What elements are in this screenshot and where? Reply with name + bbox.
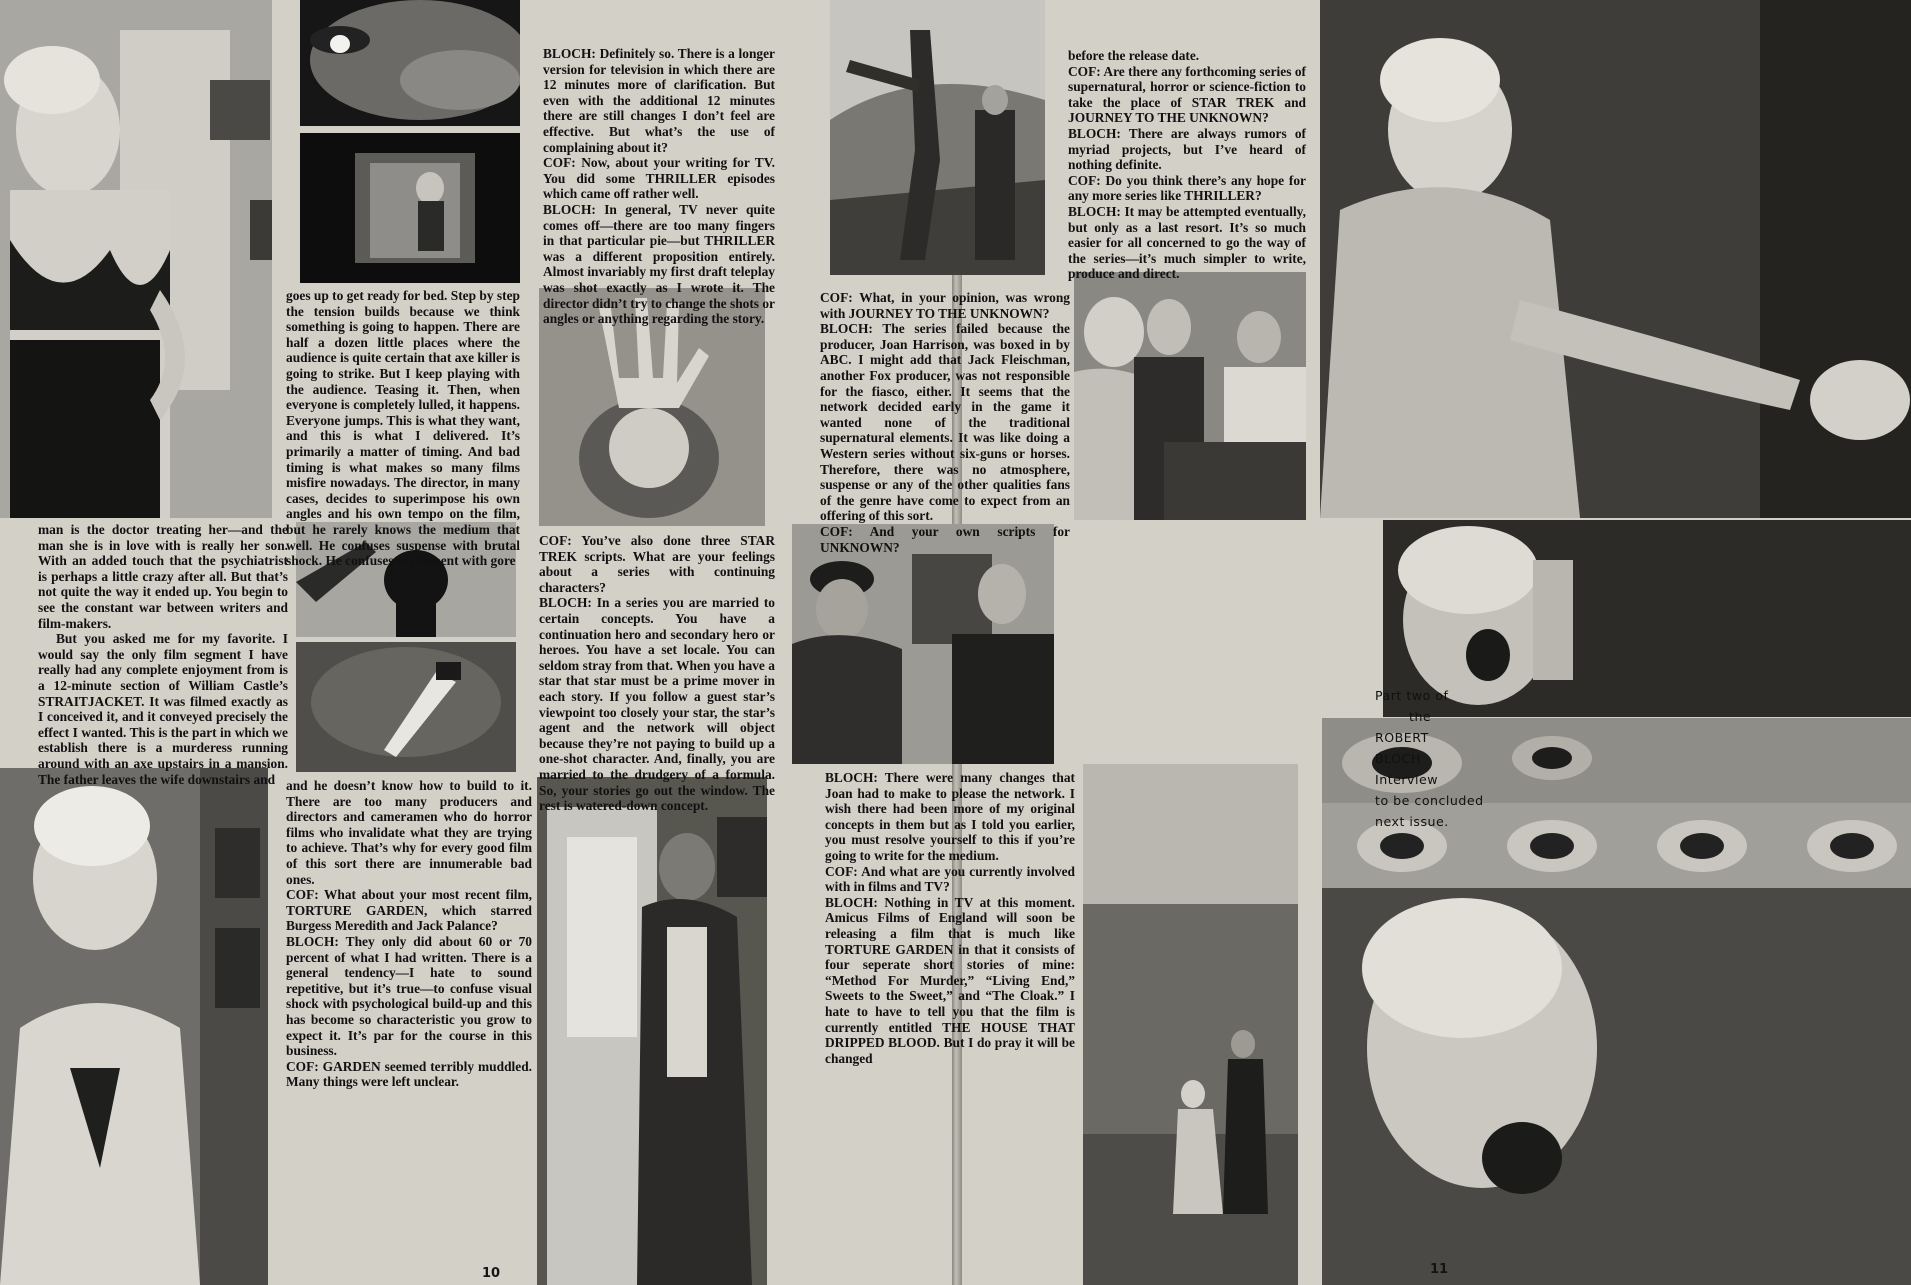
speaker-label: COF: — [1068, 172, 1101, 188]
column-e-paragraph-5 — [1068, 204, 1306, 282]
promo-line-6: to be concluded — [1375, 793, 1484, 808]
speaker-label: BLOCH: — [825, 894, 878, 910]
column-b-middle-text — [286, 288, 520, 569]
answer-text: They only did about 60 or 70 percent of what I had written. There is a general tendency—I hate to sound repetitive, but it’s true—to confuse visual shock with psychological build-up and this has become so characteristic you grow to expect it. It’s par for the course in this business. — [286, 933, 533, 1059]
promo-line-2: the — [1409, 709, 1432, 724]
speaker-label: COF: — [820, 523, 853, 539]
question-text: And your own scripts for UNKNOWN? — [820, 523, 1071, 555]
photo-two-men-office — [792, 524, 1054, 764]
promo-line-3: ROBERT — [1375, 730, 1429, 745]
answer-text: There are always rumors of myriad projects, but I’ve heard of nothing definite. — [1068, 125, 1307, 173]
column-c-mid-paragraph-1 — [539, 533, 775, 595]
question-text: What, in your opinion, was wrong with JOURNEY TO THE UNKNOWN? — [820, 290, 1070, 321]
speaker-label: BLOCH: — [543, 201, 596, 217]
column-e-paragraph-4 — [1068, 173, 1306, 204]
question-text: What about your most recent film, TORTURE GARDEN, which starred Burgess Meredith and Jack Palance? — [286, 887, 533, 934]
column-b-bottom-text — [286, 778, 532, 1090]
column-b-bottom-paragraph-4 — [286, 1059, 532, 1090]
answer-text: Nothing in TV at this moment. Amicus Films of England will soon be releasing a film that is much like TORTURE GARDEN in that it consists of four seperate short stories of mine: “Method For Murder,” “Living End,” Sweets to the Sweet,” and “The Cloak.” I hate to have to tell you that the film is currently entitled THE HOUSE THAT DRIPPED BLOOD. But I do pray it will be changed — [825, 894, 1075, 1066]
column-d-paragraph-3 — [820, 524, 1070, 555]
speaker-label: COF: — [543, 155, 576, 171]
speaker-label: COF: — [1068, 63, 1101, 79]
photo-man-dead-tree — [830, 0, 1045, 275]
column-d-bottom-text — [825, 770, 1075, 1066]
column-c-paragraph-2 — [543, 155, 775, 202]
column-d-middle-text — [820, 290, 1070, 555]
speaker-label: BLOCH: — [286, 933, 339, 949]
speaker-label: COF: — [820, 290, 853, 305]
column-c-paragraph-1 — [543, 46, 775, 155]
answer-text: The series failed because the producer, Joan Harrison, was boxed in by ABC. I might add that Jack Fleischman, another Fox producer, was not responsible for the fiasco, either. It seems that the network decided early in the game it wanted none of the traditional supernatural elements. It was like doing a Western series without six-guns or horses. Therefore, there was no atmosphere, suspense or any of the other qualities fans of the genre have come to expect from an offering of this sort. — [820, 321, 1071, 524]
column-a-text — [38, 522, 288, 787]
column-a-paragraph-1: man is the doctor treating her—and the man she is in love with is really her son. With an added touch that the psychiatrist is perhaps a little crazy after all. But that’s not quite the way it ended up. You begin to see the constant war between writers and film-makers. — [38, 522, 288, 631]
speaker-label: BLOCH: — [543, 46, 596, 61]
column-b-paragraph: goes up to get ready for bed. Step by step the tension builds because we think something is going to happen. There are half a dozen little places where the audience is quite certain that axe killer is going to strike. But I keep playing with the audience. Teasing it. Then, when everyone is completely lulled, it happens. Everyone jumps. This is what they want, and this is what I delivered. It’s primarily a matter of timing. And bad timing is what makes so many films misfire nowadays. The director, in many cases, decides to superimpose his own angles and his own tempo on the film, but he rarely knows the medium that well. He confuses suspense with brutal shock. He confuses excitement with gore — [286, 288, 520, 569]
question-text: GARDEN seemed terribly muddled. Many things were left unclear. — [286, 1058, 532, 1090]
question-text: Now, about your writing for TV. You did some THRILLER episodes which came off rather well. — [543, 155, 775, 202]
speaker-label: COF: — [286, 887, 319, 903]
column-b-bottom-paragraph-3 — [286, 934, 532, 1059]
speaker-label: BLOCH: — [825, 770, 878, 785]
column-c-middle-text — [539, 533, 775, 814]
answer-text: before the release date. — [1068, 48, 1200, 63]
column-d-bottom-paragraph-2 — [825, 864, 1075, 895]
promo-line-7: next issue. — [1375, 814, 1449, 829]
speaker-label: COF: — [825, 863, 858, 879]
answer-text: and he doesn’t know how to build to it. There are too many producers and directors and cameramen who do horror films who invalidate what they are trying to achieve. That’s why for every good film of this sort there are innumerable bad ones. — [286, 778, 532, 887]
speaker-label: COF: — [286, 1058, 319, 1074]
answer-text: It may be attempted eventually, but only as a last resort. It’s so much easier for all concerned to go the way of the series—it’s much simpler to write, produce and direct. — [1068, 203, 1306, 282]
continuation-notice — [1375, 685, 1495, 832]
question-text: Do you think there’s any hope for any more series like THRILLER? — [1068, 172, 1306, 204]
speaker-label: BLOCH: — [1068, 203, 1121, 219]
column-e-paragraph-2 — [1068, 64, 1306, 126]
photo-couple-on-porch — [1083, 764, 1298, 1285]
column-e-paragraph-3 — [1068, 126, 1306, 173]
promo-line-1: Part two of — [1375, 688, 1449, 703]
promo-line-5: Interview — [1375, 772, 1439, 787]
column-d-paragraph-2 — [820, 321, 1070, 524]
question-text: Are there any forthcoming series of supernatural, horror or science-fiction to take the place of STAR TREK and JOURNEY TO THE UNKNOWN? — [1068, 63, 1306, 126]
answer-text: In general, TV never quite comes off—there are too many fingers in that particular pie—but THRILLER was a different proposition entirely. Almost invariably my first draft teleplay was shot exactly as I wrote it. The director didn’t try to change the shots or angles or anything regarding the story. — [543, 201, 775, 327]
column-d-bottom-paragraph-3 — [825, 895, 1075, 1067]
column-c-mid-paragraph-2 — [539, 595, 775, 813]
column-d-paragraph-1 — [820, 290, 1070, 321]
page-number-left: 10 — [482, 1266, 501, 1281]
question-text: You’ve also done three STAR TREK scripts. What are your feelings about a series with continuing characters? — [539, 533, 775, 595]
speaker-label: BLOCH: — [539, 595, 592, 611]
page-number-right: 11 — [1430, 1262, 1449, 1277]
column-c-top-text — [543, 46, 775, 327]
column-a-paragraph-2: But you asked me for my favorite. I would say the only film segment I have really had any complete enjoyment from is a 12-minute section of William Castle’s STRAITJACKET. It was filmed exactly as I conceived it, and it conveyed precisely the effect I wanted. This is the part in which we establish there is a murderess running around with an axe upstairs in a mansion. The father leaves the wife downstairs and — [38, 631, 288, 787]
photo-woman-in-bra — [0, 0, 272, 518]
photo-man-in-bathroom — [537, 777, 767, 1285]
column-e-paragraph-1 — [1068, 48, 1306, 64]
photo-three-at-counter — [1074, 272, 1306, 520]
column-e-top-text — [1068, 48, 1306, 282]
promo-line-4: BLOCH — [1375, 751, 1421, 766]
question-text: And what are you currently involved with in films and TV? — [825, 863, 1076, 895]
photo-woman-grey-coat — [1320, 0, 1911, 518]
column-d-bottom-paragraph-1 — [825, 770, 1075, 864]
photo-shower-silhouette — [300, 133, 520, 283]
speaker-label: BLOCH: — [820, 321, 873, 337]
photo-knife-blade — [296, 642, 516, 772]
column-c-paragraph-3 — [543, 202, 775, 327]
column-b-bottom-paragraph-1 — [286, 778, 532, 887]
answer-text: In a series you are married to certain concepts. You have a continuation hero and secondary hero or heroes. You have a set locale. You can seldom stray from that. When you have a star that star must be a prime mover in each story. If you follow a guest star’s viewpoint too closely your star, the star’s agent and the network will object because they’re not paying to build up a one-shot character. And, finally, you are married to the drudgery of a formula. So, your stories go out the window. The rest is watered-down concept. — [539, 595, 775, 814]
answer-text: There were many changes that Joan had to make to please the network. I wish there had been more of my original concepts in them but as I told you earlier, you must resolve yourself to this if you’re going to write for the medium. — [825, 770, 1075, 863]
answer-text: Definitely so. There is a longer version for television in which there are 12 minutes more of clarification. But even with the additional 12 minutes there are still changes I don’t feel are effective. But what’s the use of complaining about it? — [543, 46, 775, 155]
photo-woman-cardigan — [0, 768, 268, 1285]
speaker-label: BLOCH: — [1068, 125, 1121, 141]
speaker-label: COF: — [539, 533, 572, 548]
column-b-bottom-paragraph-2 — [286, 887, 532, 934]
photo-eye-closeup — [300, 0, 520, 126]
